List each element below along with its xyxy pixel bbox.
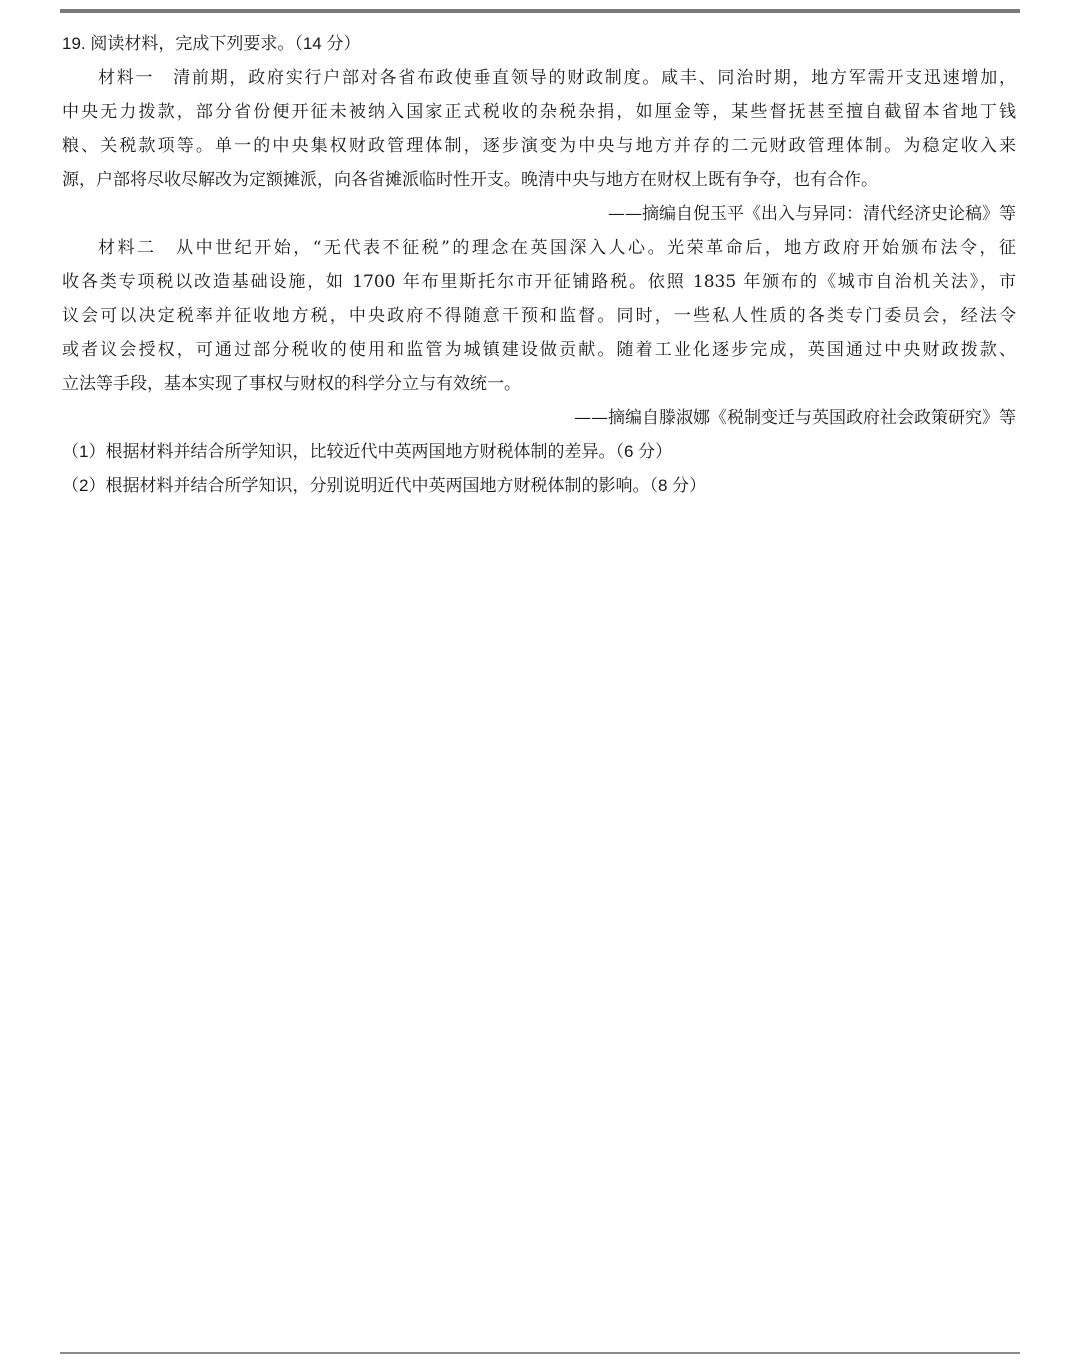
material-two-line: 收各类专项税以改造基础设施，如 1700 年布里斯托尔市开征铺路税。依照 1835 年颁布的《城市自治机关法》，市 [62,272,1016,292]
question-title: 19. 阅读材料，完成下列要求。（14 分） [62,34,361,53]
material-one-line: 粮、关税款项等。单一的中央集权财政管理体制，逐步演变为中央与地方并存的二元财政管理体制。为稳定收入来 [62,136,1016,156]
material-one-source: ——摘编自倪玉平《出入与异同：清代经济史论稿》等 [608,204,1016,224]
material-two-line: 材料二 从中世纪开始，“无代表不征税”的理念在英国深入人心。光荣革命后，地方政府开始颁布法令，征 [98,238,1016,258]
material-one-line: 源，户部将尽收尽解改为定额摊派，向各省摊派临时性开支。晚清中央与地方在财权上既有争夺，也有合作。 [62,170,878,190]
material-two [62,231,1016,435]
material-two-line: 立法等手段，基本实现了事权与财权的科学分立与有效统一。 [62,374,521,394]
sub-question-2: （2）根据材料并结合所学知识，分别说明近代中英两国地方财税体制的影响。（8 分） [62,476,707,495]
material-one [62,61,1016,231]
material-one-line: 中央无力拨款，部分省份便开征未被纳入国家正式税收的杂税杂捐，如厘金等，某些督抚甚至擅自截留本省地丁钱 [62,102,1016,122]
material-two-source: ——摘编自滕淑娜《税制变迁与英国政府社会政策研究》等 [574,408,1016,428]
bottom-rule [60,1352,1020,1354]
top-rule [60,9,1020,13]
material-one-line: 材料一 清前期，政府实行户部对各省布政使垂直领导的财政制度。咸丰、同治时期，地方军需开支迅速增加， [98,68,1016,88]
question-block [62,27,1016,503]
sub-question-1: （1）根据材料并结合所学知识，比较近代中英两国地方财税体制的差异。（6 分） [62,442,673,461]
material-two-line: 或者议会授权，可通过部分税收的使用和监管为城镇建设做贡献。随着工业化逐步完成，英国通过中央财政拨款、 [62,340,1016,360]
material-two-line: 议会可以决定税率并征收地方税，中央政府不得随意干预和监督。同时，一些私人性质的各类专门委员会，经法令 [62,306,1016,326]
